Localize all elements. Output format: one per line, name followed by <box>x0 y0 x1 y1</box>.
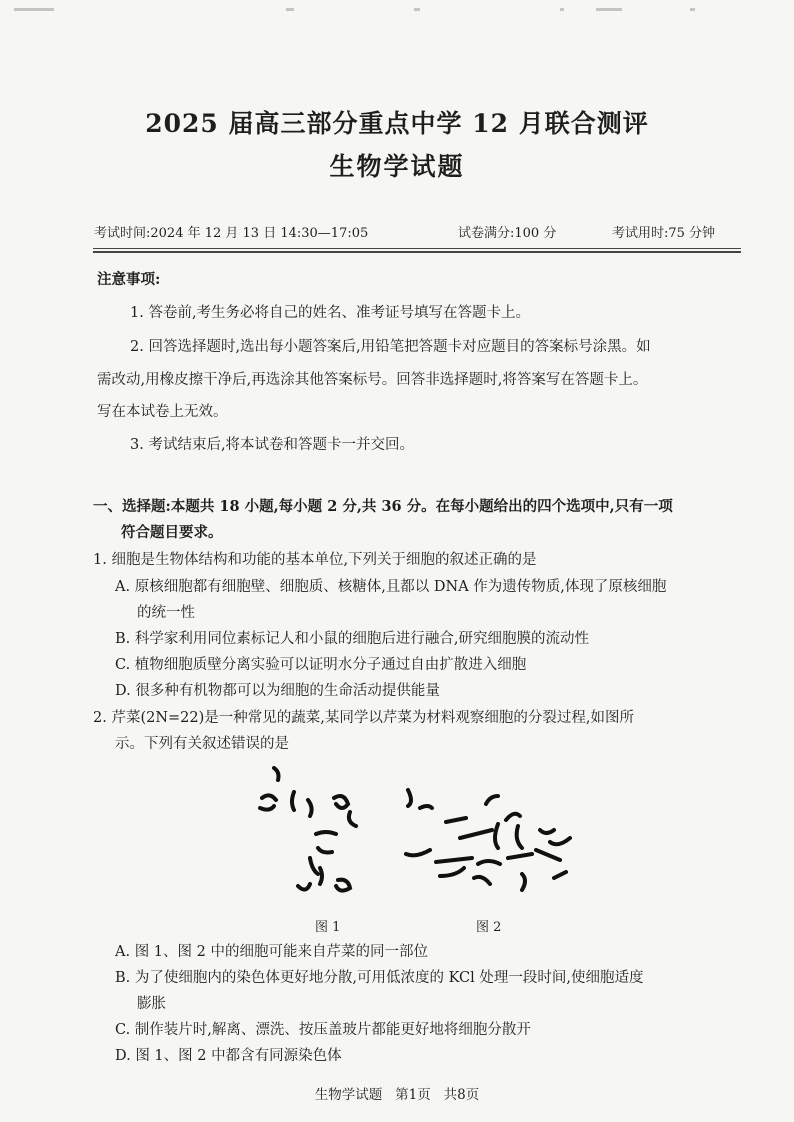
q2-option-c: C. 制作装片时,解离、漂洗、按压盖玻片都能更好地将细胞分散开 <box>115 1022 531 1038</box>
chromosome-figure <box>250 760 590 910</box>
q2-option-d: D. 图 1、图 2 中都含有同源染色体 <box>115 1048 342 1064</box>
q2-stem: 2. 芹菜(2N=22)是一种常见的蔬菜,某同学以芹菜为材料观察细胞的分裂过程,如图所 <box>93 710 634 726</box>
section-heading: 一、选择题:本题共 18 小题,每小题 2 分,共 36 分。在每小题给出的四个选项中,只有一项 <box>93 498 673 515</box>
notice-item-2: 2. 回答选择题时,选出每小题答案后,用铅笔把答题卡对应题目的答案标号涂黑。如 <box>130 339 651 355</box>
exam-title: 2025 届高三部分重点中学 12 月联合测评 <box>145 109 649 138</box>
notice-item-3: 3. 考试结束后,将本试卷和答题卡一并交回。 <box>130 437 415 453</box>
q2-option-b-cont: 膨胀 <box>137 996 166 1012</box>
exam-duration: 考试用时:75 分钟 <box>612 226 716 241</box>
q2-option-a: A. 图 1、图 2 中的细胞可能来自芹菜的同一部位 <box>115 944 428 960</box>
q1-stem: 1. 细胞是生物体结构和功能的基本单位,下列关于细胞的叙述正确的是 <box>93 552 537 568</box>
q2-option-b: B. 为了使细胞内的染色体更好地分散,可用低浓度的 KCl 处理一段时间,使细胞适度 <box>115 970 644 986</box>
figure-2-chromosomes <box>406 790 570 890</box>
q1-option-c: C. 植物细胞质壁分离实验可以证明水分子通过自由扩散进入细胞 <box>115 657 527 673</box>
q1-option-b: B. 科学家利用同位素标记人和小鼠的细胞后进行融合,研究细胞膜的流动性 <box>115 631 589 647</box>
exam-time: 考试时间:2024 年 12 月 13 日 14:30—17:05 <box>94 226 369 241</box>
figure-1-chromosomes <box>260 768 356 891</box>
figure-2-caption: 图 2 <box>476 920 502 935</box>
q2-stem-cont: 示。下列有关叙述错误的是 <box>115 736 289 752</box>
q1-option-d: D. 很多种有机物都可以为细胞的生命活动提供能量 <box>115 683 440 699</box>
notice-heading: 注意事项: <box>97 271 161 288</box>
notice-item-1: 1. 答卷前,考生务必将自己的姓名、准考证号填写在答题卡上。 <box>130 305 531 321</box>
notice-item-2-cont: 需改动,用橡皮擦干净后,再选涂其他答案标号。回答非选择题时,将答案写在答题卡上。 <box>97 372 648 388</box>
page-footer: 生物学试题 第1页 共8页 <box>314 1087 480 1103</box>
section-heading-cont: 符合题目要求。 <box>121 524 223 541</box>
q1-option-a-cont: 的统一性 <box>137 605 195 621</box>
divider-thin <box>93 248 741 249</box>
divider-thick <box>93 251 741 253</box>
notice-item-2-cont2: 写在本试卷上无效。 <box>97 404 228 420</box>
figure-1-caption: 图 1 <box>315 920 341 935</box>
exam-score: 试卷满分:100 分 <box>458 226 557 241</box>
exam-subtitle: 生物学试题 <box>329 152 465 181</box>
scan-artifacts <box>0 0 794 22</box>
q1-option-a: A. 原核细胞都有细胞壁、细胞质、核糖体,且都以 DNA 作为遗传物质,体现了原核细胞 <box>115 579 667 595</box>
